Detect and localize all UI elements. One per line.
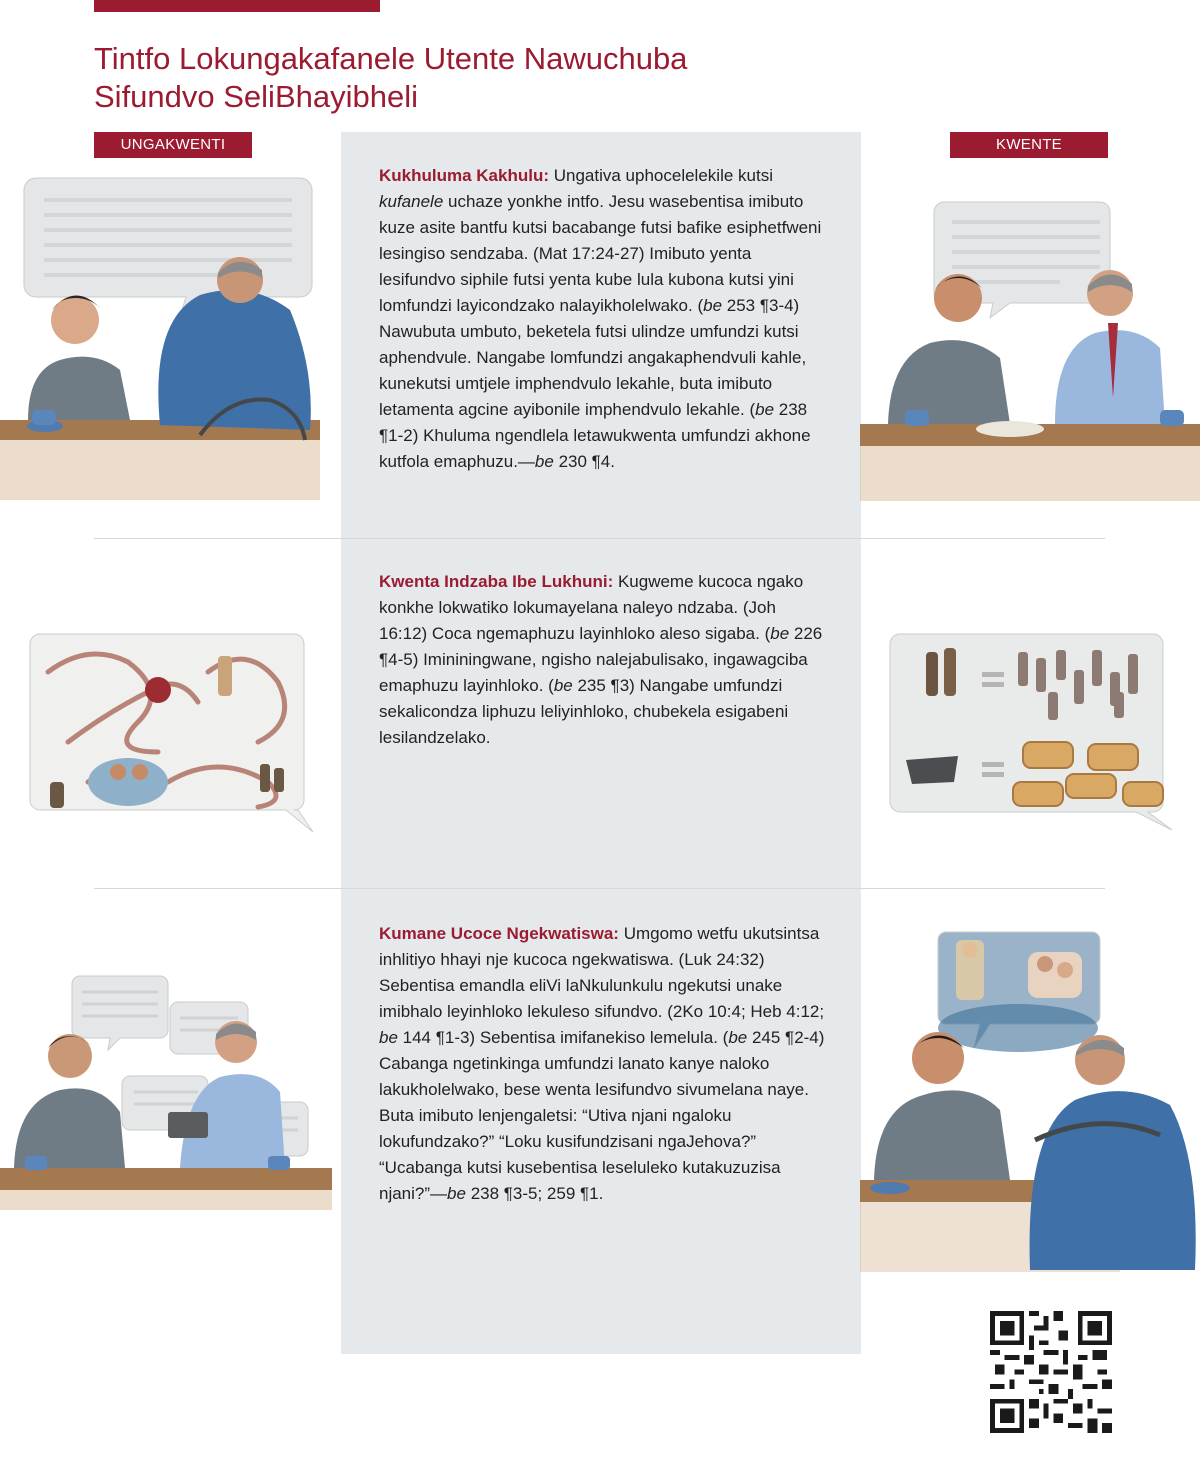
section-text-segment: be: [755, 400, 775, 419]
illustration-main-points: [888, 632, 1178, 832]
section-text-segment: kufanele: [379, 192, 444, 211]
section-text-segment: Umgomo wetfu ukutsintsa inhlitiyo hhayi nje kucoca ngekwatiswa. (Luk 24:32) Sebentisa emandla eliVi laNkulunkulu ngekutsi unake imibhalo leyinhloko lekuleso sifundvo. (2Ko 10:4; Heb 4:12;: [379, 924, 825, 1021]
section-text-segment: Ungativa uphocelelekile kutsi: [549, 166, 773, 185]
section-heading: Kumane Ucoce Ngekwatiswa:: [379, 924, 619, 943]
section-text-segment: 238 ¶3-5; 259 ¶1.: [465, 1184, 604, 1203]
section-text-segment: 253 ¶3-4) Nawubuta umbuto, beketela futsi ulindze umfundzi kutsi aphendvule. Nangabe lomfundzi angakaphendvuli kahle, kunekutsi umtjele imphendvulo lekahle, buta imibuto letamenta agcine ayibonile imphendvulo lekahle. (: [379, 296, 807, 419]
section-2-text: [379, 569, 825, 751]
section-divider: [94, 538, 1105, 539]
section-text-segment: 144 ¶1-3) Sebentisa imifanekiso lemelula. (: [397, 1028, 729, 1047]
page-title: [94, 40, 854, 116]
section-divider: [94, 888, 1105, 889]
section-text-segment: be: [553, 676, 573, 695]
illustration-teacher-asks-questions: [860, 198, 1200, 508]
section-text-segment: be: [770, 624, 790, 643]
section-text-segment: 235 ¶3) Nangabe umfundzi sekalicondza liphuzu leliyinhloko, chubekela esigabeni lesilandzelako.: [379, 676, 789, 747]
illustration-too-many-details: [28, 632, 318, 836]
section-text-segment: be: [703, 296, 723, 315]
section-text-segment: Kugweme kucoca ngako konkhe lokwatiko lokumayelana naleyo ndzaba. (Joh 16:12) Coca ngemaphuzu layinhloko aleso sigaba. (: [379, 572, 804, 643]
section-text-segment: be: [447, 1184, 466, 1203]
illustration-reach-the-heart: [860, 930, 1200, 1275]
section-text-segment: 245 ¶2-4) Cabanga ngetinkinga umfundzi lanato kanye naloko lakukholelwako, bese wenta lesifundvo sivumelana naye. Buta imibuto lenjengaletsi: “Utiva njani ngaloku lokufundzako?” “Loku kusifundzisani ngaJehova?” “Ucabanga kutsi kusebentisa leseluleko kutakuzuzisa njani?”—: [379, 1028, 825, 1203]
section-text-segment: 226 ¶4-5) Imininingwane, ngisho nalejabulisako, ingawagciba emaphuzu layinhloko. (: [379, 624, 823, 695]
section-text-segment: 230 ¶4.: [553, 452, 615, 471]
section-text-segment: uchaze yonkhe intfo. Jesu wasebentisa imibuto kuze asite bantfu kutsi bacabange futsi bafike esiphetfweni lesingiso sendzaba. (Mat 17:24-27) Imibuto yenta lesifundvo siphile futsi yenta kube lula kubona kutsi yini lomfundzi layicondzako nalayikholelwako. (: [379, 192, 822, 315]
illustration-only-facts: [0, 972, 332, 1212]
section-text-segment: be: [728, 1028, 748, 1047]
section-1-text: [379, 163, 825, 475]
page-title-line: Tintfo Lokungakafanele Utente Nawuchuba: [94, 41, 688, 76]
section-text-segment: be: [534, 452, 554, 471]
illustration-teacher-talks-too-much: [0, 170, 330, 505]
section-heading: Kwenta Indzaba Ibe Lukhuni:: [379, 572, 614, 591]
section-text-segment: 238 ¶1-2) Khuluma ngendlela letawukwenta umfundzi akhone kutfola emaphuzu.—: [379, 400, 811, 471]
dont-label: UNGAKWENTI: [94, 132, 252, 158]
section-heading: Kukhuluma Kakhulu:: [379, 166, 550, 185]
page-title-line: Sifundvo SeliBhayibheli: [94, 79, 418, 114]
section-text-segment: be: [379, 1028, 398, 1047]
section-3-text: [379, 921, 825, 1207]
top-accent-bar: [94, 0, 380, 12]
qr-code-icon[interactable]: [990, 1311, 1112, 1433]
do-label: KWENTE: [950, 132, 1108, 158]
